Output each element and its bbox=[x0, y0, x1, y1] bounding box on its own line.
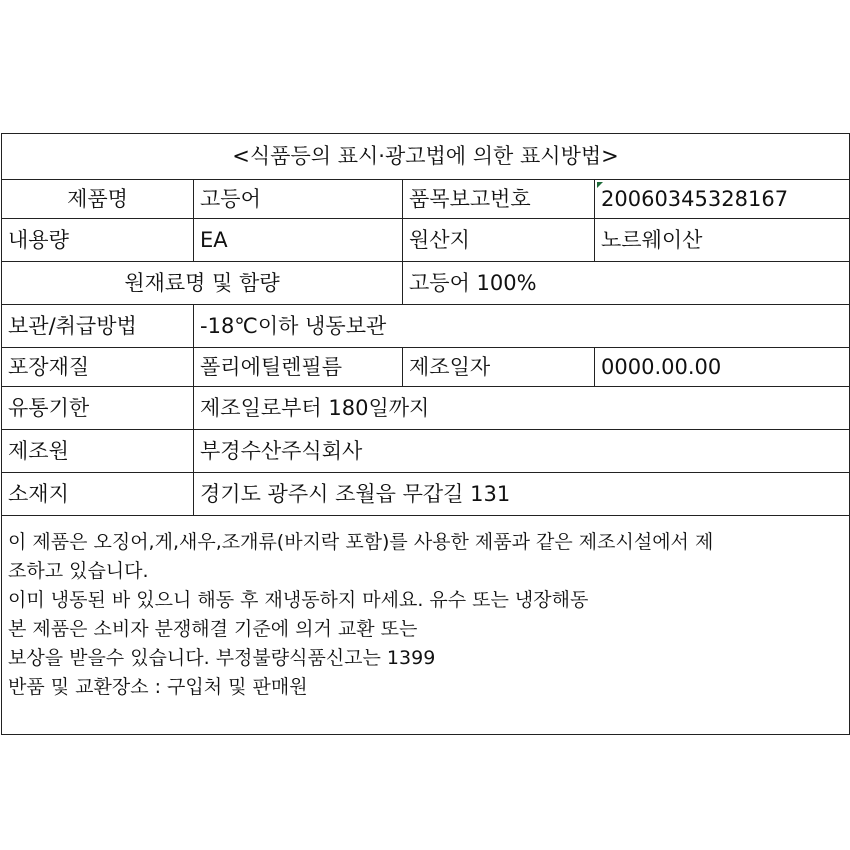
expiry-value: 제조일로부터 180일까지 bbox=[194, 387, 850, 430]
label-title: <식품등의 표시·광고법에 의한 표시방법> bbox=[2, 134, 850, 180]
packaging-value: 폴리에틸렌필름 bbox=[194, 348, 403, 387]
notice-line: 반품 및 교환장소 : 구입처 및 판매원 bbox=[8, 676, 308, 698]
notice-line: 조하고 있습니다. bbox=[8, 560, 149, 582]
report-no-cell bbox=[595, 180, 850, 219]
address-value: 경기도 광주시 조월읍 무갑길 131 bbox=[194, 473, 850, 516]
product-name-label: 제품명 bbox=[2, 180, 194, 219]
notice-block bbox=[2, 516, 850, 735]
notice-line: 보상을 받을수 있습니다. 부정불량식품신고는 1399 bbox=[8, 647, 436, 669]
report-no-label: 품목보고번호 bbox=[403, 180, 595, 219]
product-name-value: 고등어 bbox=[194, 180, 403, 219]
ingredients-value: 고등어 100% bbox=[403, 262, 850, 305]
origin-value: 노르웨이산 bbox=[595, 219, 850, 262]
manufacturer-value: 부경수산주식회사 bbox=[194, 430, 850, 473]
expiry-label: 유통기한 bbox=[2, 387, 194, 430]
manufacturer-label: 제조원 bbox=[2, 430, 194, 473]
volume-value: EA bbox=[194, 219, 403, 262]
packaging-label: 포장재질 bbox=[2, 348, 194, 387]
food-label-table bbox=[1, 133, 850, 735]
notice-line: 본 제품은 소비자 분쟁해결 기준에 의거 교환 또는 bbox=[8, 618, 418, 640]
notice-line: 이미 냉동된 바 있으니 해동 후 재냉동하지 마세요. 유수 또는 냉장해동 bbox=[8, 589, 589, 611]
address-label: 소재지 bbox=[2, 473, 194, 516]
report-no-value: 20060345328167 bbox=[601, 186, 789, 211]
storage-value: -18℃이하 냉동보관 bbox=[194, 305, 850, 348]
volume-label: 내용량 bbox=[2, 219, 194, 262]
ingredients-label: 원재료명 및 함량 bbox=[2, 262, 403, 305]
origin-label: 원산지 bbox=[403, 219, 595, 262]
cell-comment-marker bbox=[597, 182, 603, 188]
notice-line: 이 제품은 오징어,게,새우,조개류(바지락 포함)를 사용한 제품과 같은 제조시설에서 제 bbox=[8, 531, 714, 553]
storage-label: 보관/취급방법 bbox=[2, 305, 194, 348]
mfg-date-value: 0000.00.00 bbox=[595, 348, 850, 387]
mfg-date-label: 제조일자 bbox=[403, 348, 595, 387]
